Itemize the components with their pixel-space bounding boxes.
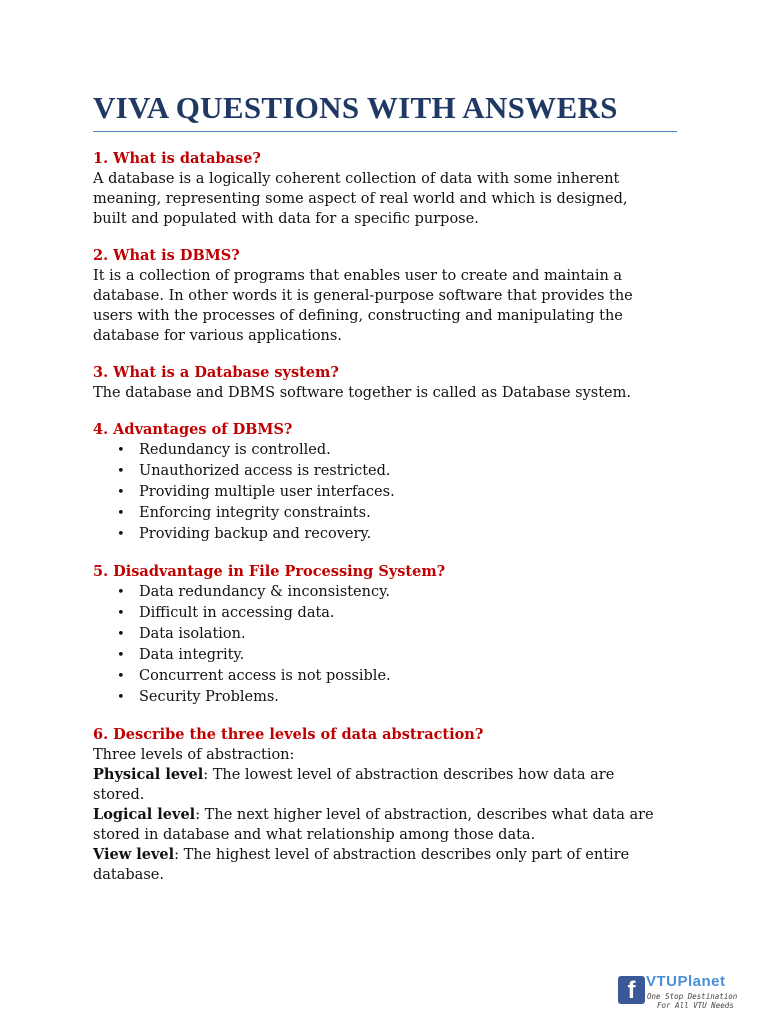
title-divider	[93, 131, 677, 132]
qa-section-3	[93, 363, 678, 403]
list-item: • Data redundancy & inconsistency.	[93, 582, 678, 603]
level-term: Physical level	[93, 766, 204, 783]
list-item: • Concurrent access is not possible.	[93, 666, 678, 687]
bullet-icon: •	[117, 485, 125, 500]
bullet-icon: •	[117, 669, 125, 684]
list-item: • Difficult in accessing data.	[93, 603, 678, 624]
answer-line: A database is a logically coherent collection of data with some inherent	[93, 171, 620, 187]
logo-tagline: One Stop Destination	[647, 992, 738, 1001]
list-item: • Security Problems.	[93, 687, 678, 708]
question-heading: 2. What is DBMS?	[93, 247, 240, 264]
answer-text	[93, 745, 678, 885]
bullet-icon: •	[117, 627, 125, 642]
level-logical: Logical level: The next higher level of abstraction, describes what data are	[93, 806, 654, 823]
answer-line: stored.	[93, 787, 145, 803]
bullet-icon: •	[117, 585, 125, 600]
list-item: • Data integrity.	[93, 645, 678, 666]
level-term: View level	[93, 846, 175, 863]
answer-line: database for various applications.	[93, 328, 342, 344]
qa-section-5	[93, 562, 678, 708]
bullet-list	[93, 440, 678, 545]
question-heading: 4. Advantages of DBMS?	[93, 421, 293, 438]
answer-line: meaning, representing some aspect of real world and which is designed,	[93, 191, 628, 207]
answer-line: The database and DBMS software together is called as Database system.	[93, 385, 631, 401]
facebook-icon: f	[618, 976, 645, 1004]
page-title: VIVA QUESTIONS WITH ANSWERS	[93, 90, 618, 125]
level-physical: Physical level: The lowest level of abstraction describes how data are	[93, 766, 615, 783]
bullet-icon: •	[117, 527, 125, 542]
question-heading: 3. What is a Database system?	[93, 364, 339, 381]
bullet-icon: •	[117, 606, 125, 621]
answer-text	[93, 169, 678, 229]
list-item: • Enforcing integrity constraints.	[93, 503, 678, 524]
bullet-icon: •	[117, 464, 125, 479]
list-item: • Data isolation.	[93, 624, 678, 645]
answer-line: users with the processes of defining, constructing and manipulating the	[93, 308, 623, 324]
answer-line: stored in database and what relationship among those data.	[93, 827, 536, 843]
answer-line: database.	[93, 867, 164, 883]
question-heading: 1. What is database?	[93, 150, 261, 167]
list-item: • Providing multiple user interfaces.	[93, 482, 678, 503]
qa-section-4	[93, 420, 678, 545]
qa-section-1	[93, 149, 678, 229]
level-term: Logical level	[93, 806, 196, 823]
question-heading: 5. Disadvantage in File Processing System?	[93, 563, 446, 580]
qa-section-2	[93, 246, 678, 346]
logo-tagline: For All VTU Needs	[657, 1001, 734, 1010]
list-item: • Redundancy is controlled.	[93, 440, 678, 461]
list-item: • Unauthorized access is restricted.	[93, 461, 678, 482]
answer-line: built and populated with data for a specific purpose.	[93, 211, 479, 227]
answer-line: database. In other words it is general-purpose software that provides the	[93, 288, 633, 304]
bullet-list	[93, 582, 678, 708]
qa-section-6	[93, 725, 678, 885]
level-view: View level: The highest level of abstraction describes only part of entire	[93, 846, 630, 863]
answer-intro: Three levels of abstraction:	[93, 747, 295, 763]
document-page	[93, 86, 678, 885]
bullet-icon: •	[117, 443, 125, 458]
list-item: • Providing backup and recovery.	[93, 524, 678, 545]
question-heading: 6. Describe the three levels of data abstraction?	[93, 726, 484, 743]
bullet-icon: •	[117, 690, 125, 705]
bullet-icon: •	[117, 648, 125, 663]
answer-text	[93, 383, 678, 403]
vtuplanet-logo	[616, 972, 756, 1012]
answer-line: It is a collection of programs that enables user to create and maintain a	[93, 268, 623, 284]
bullet-icon: •	[117, 506, 125, 521]
logo-name: VTUPlanet	[646, 973, 726, 990]
answer-text	[93, 266, 678, 346]
